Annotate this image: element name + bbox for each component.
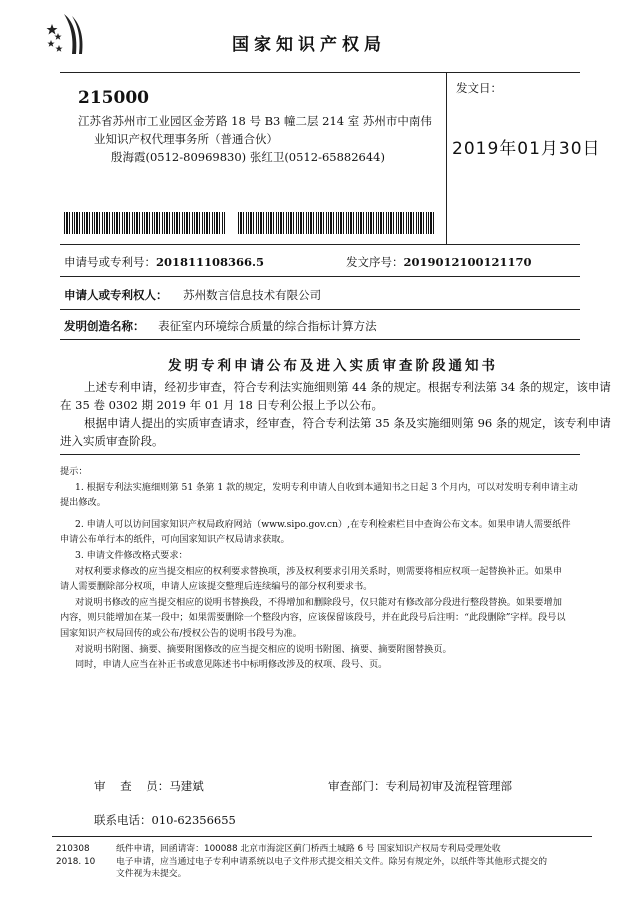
address-line-1: 江苏省苏州市工业园区金芳路 18 号 B3 幢二层 214 室 苏州市中南伟 <box>78 114 432 128</box>
barcode-right <box>238 212 436 234</box>
tip-line-7: 请人需要删除部分权项，申请人应该提交整理后连续编号的部分权利要求书。 <box>60 581 373 593</box>
tip-line-10: 国家知识产权局回传的或公布/授权公告的说明书段号为准。 <box>60 627 302 639</box>
tip-line-5: 3. 申请文件修改格式要求： <box>75 549 188 561</box>
box-top-border <box>60 72 580 73</box>
phone-number: 010-62356655 <box>151 813 236 827</box>
footer-line-1: 纸件申请，回函请寄：100088 北京市海淀区蓟门桥西土城路 6 号 国家知识产权局专利局受理处收 <box>116 844 501 854</box>
notice-paragraph-1 <box>60 378 611 450</box>
applicant-row <box>64 287 321 303</box>
notice-p1-line2: 在 35 卷 0302 期 2019 年 01 月 18 日专利公报上予以公布。 <box>60 398 383 412</box>
tips-divider <box>60 454 580 455</box>
tips-heading: 提示： <box>60 466 88 477</box>
applicant-label: 申请人或专利权人： <box>64 288 168 302</box>
row-divider-1 <box>60 276 580 277</box>
dispatch-date-label: 发文日： <box>456 81 502 95</box>
tip-line-11: 对说明书附图、摘要、摘要附图修改的应当提交相应的说明书附图、摘要、摘要附图替换页。 <box>75 643 452 655</box>
application-number-row <box>64 254 264 270</box>
address-line-2: 业知识产权代理事务所（普通合伙） <box>94 132 278 146</box>
tip-line-6: 对权利要求修改的应当提交相应的权利要求替换项，涉及权利要求引用关系时，则需要将相应权项一起替换补正。如果申 <box>75 565 562 577</box>
tip-line-4: 申请公布单行本的纸件，可向国家知识产权局请求获取。 <box>60 534 290 546</box>
tip-line-9: 内容，则只能增加在某一段中；如果需要删除一个整段内容，应该保留该段号，并在此段号后注明：“此段删除”字样。段号以 <box>60 612 566 624</box>
row-divider-3 <box>60 339 580 340</box>
department-label: 审查部门： <box>328 779 386 793</box>
dispatch-date: 2019年01月30日 <box>452 139 601 159</box>
row-divider-2 <box>60 309 580 310</box>
footer-line-3: 文件视为未提交。 <box>116 869 187 879</box>
cnipa-logo <box>42 10 90 58</box>
barcode-left <box>64 212 226 234</box>
logo-emblem-icon <box>42 10 90 58</box>
serial-row <box>346 254 532 270</box>
form-code: 210308 <box>56 844 90 854</box>
notice-p2-line2: 进入实质审查阶段。 <box>60 434 164 448</box>
tips-section <box>60 464 590 673</box>
tip-line-12: 同时，申请人应当在补正书或意见陈述书中标明修改涉及的权项、段号、页。 <box>75 659 388 671</box>
application-number-label: 申请号或专利号： <box>64 255 156 269</box>
department-row <box>328 778 512 794</box>
examiner-name: 马建斌 <box>169 779 204 793</box>
invention-label: 发明创造名称： <box>64 319 145 333</box>
department-name: 专利局初审及流程管理部 <box>385 779 512 793</box>
notice-title: 发明专利申请公布及进入实质审查阶段通知书 <box>168 358 498 374</box>
examiner-label: 审 查 员： <box>94 779 170 793</box>
serial-number: 2019012100121170 <box>403 255 532 269</box>
org-title: 国家知识产权局 <box>232 35 386 55</box>
phone-row <box>94 812 236 828</box>
notice-p1-line1: 上述专利申请，经初步审查，符合专利法实施细则第 44 条的规定。根据专利法第 34 条的规定，该申请 <box>84 380 611 394</box>
form-version: 2018. 10 <box>56 857 96 867</box>
notice-p2-line1: 根据申请人提出的实质审查请求，经审查，符合专利法第 35 条及实施细则第 96 条的规定，该专利申请 <box>84 416 611 430</box>
address-contacts: 殷海霞(0512-80969830) 张红卫(0512-65882644) <box>111 150 385 164</box>
box-divider <box>446 72 447 244</box>
invention-title: 表征室内环境综合质量的综合指标计算方法 <box>158 319 377 333</box>
application-number: 201811108366.5 <box>156 255 265 269</box>
serial-label: 发文序号： <box>346 255 404 269</box>
footer-divider <box>52 836 592 837</box>
tip-line-8: 对说明书修改的应当提交相应的说明书替换段，不得增加和删除段号，仅只能对有修改部分段进行整段替换。如果要增加 <box>75 596 562 608</box>
invention-row <box>64 318 377 334</box>
tip-line-3: 2. 申请人可以访问国家知识产权局政府网站（www.sipo.gov.cn）,在专利检索栏目中查询公布文本。如果申请人需要纸件 <box>75 518 571 530</box>
footer-line-2: 电子申请，应当通过电子专利申请系统以电子文件形式提交相关文件。除另有规定外，以纸件等其他形式提交的 <box>116 856 548 867</box>
tip-line-1: 1. 根据专利法实施细则第 51 条第 1 款的规定，发明专利申请人自收到本通知书之日起 3 个月内，可以对发明专利申请主动 <box>75 481 578 493</box>
footer-text <box>116 843 586 881</box>
phone-label: 联系电话： <box>94 813 152 827</box>
tip-line-2: 提出修改。 <box>60 497 106 509</box>
examiner-row <box>94 778 204 794</box>
applicant-name: 苏州数言信息技术有限公司 <box>183 288 322 302</box>
box-bottom-border <box>60 244 580 245</box>
postal-code: 215000 <box>78 88 149 108</box>
